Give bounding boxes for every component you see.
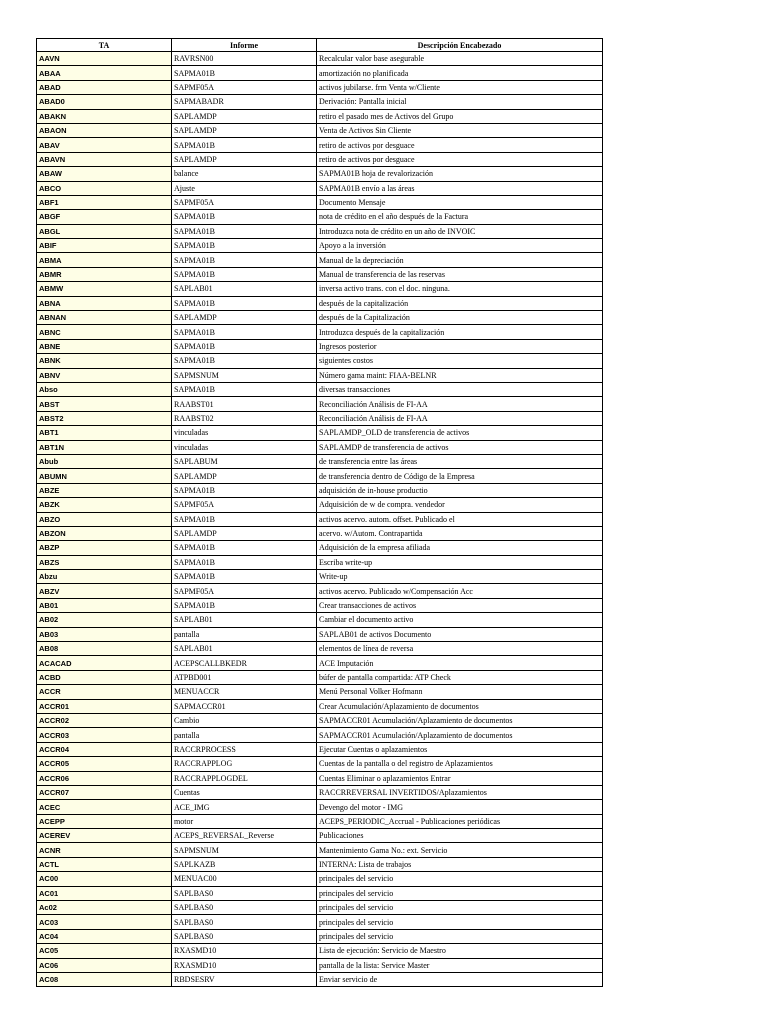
cell-informe: ACEPS_REVERSAL_Reverse bbox=[172, 829, 317, 843]
table-row bbox=[37, 454, 603, 468]
table-row bbox=[37, 167, 603, 181]
cell-ta-code: ABNV bbox=[37, 368, 172, 382]
table-row bbox=[37, 152, 603, 166]
cell-informe: SAPMA01B bbox=[172, 382, 317, 396]
cell-informe: SAPMA01B bbox=[172, 296, 317, 310]
cell-descripcion: retiro de activos por desguace bbox=[317, 152, 603, 166]
table-row bbox=[37, 382, 603, 396]
cell-ta-code: ABUMN bbox=[37, 469, 172, 483]
cell-ta-code: ABCO bbox=[37, 181, 172, 195]
table-row bbox=[37, 239, 603, 253]
cell-descripcion: Documento Mensaje bbox=[317, 195, 603, 209]
cell-descripcion: Reconciliación Análisis de FI-AA bbox=[317, 411, 603, 425]
table-row bbox=[37, 785, 603, 799]
cell-ta-code: ABNA bbox=[37, 296, 172, 310]
table-row bbox=[37, 483, 603, 497]
table-row bbox=[37, 66, 603, 80]
cell-informe: MENUAC00 bbox=[172, 872, 317, 886]
cell-ta-code: AC04 bbox=[37, 929, 172, 943]
cell-descripcion: Enviar servicio de bbox=[317, 973, 603, 987]
cell-ta-code: ABST2 bbox=[37, 411, 172, 425]
cell-descripcion: retiro de activos por desguace bbox=[317, 138, 603, 152]
cell-descripcion: búfer de pantalla compartida: ATP Check bbox=[317, 670, 603, 684]
cell-informe: SAPMA01B bbox=[172, 570, 317, 584]
cell-informe: vinculadas bbox=[172, 426, 317, 440]
cell-descripcion: activos jubilarse. frm Venta w/Cliente bbox=[317, 80, 603, 94]
cell-informe: SAPMA01B bbox=[172, 598, 317, 612]
cell-ta-code: ACEPP bbox=[37, 814, 172, 828]
cell-informe: SAPMACCR01 bbox=[172, 699, 317, 713]
cell-informe: SAPLBAS0 bbox=[172, 915, 317, 929]
table-row bbox=[37, 670, 603, 684]
table-row bbox=[37, 138, 603, 152]
table-row bbox=[37, 713, 603, 727]
table-row bbox=[37, 642, 603, 656]
cell-informe: SAPMA01B bbox=[172, 555, 317, 569]
cell-ta-code: ACBD bbox=[37, 670, 172, 684]
cell-descripcion: Manual de la depreciación bbox=[317, 253, 603, 267]
table-body bbox=[37, 52, 603, 987]
cell-informe: SAPLAMDP bbox=[172, 526, 317, 540]
cell-ta-code: ACNR bbox=[37, 843, 172, 857]
cell-ta-code: ABZK bbox=[37, 498, 172, 512]
table-row bbox=[37, 224, 603, 238]
cell-informe: RAABST01 bbox=[172, 397, 317, 411]
cell-descripcion: acervo. w/Autom. Contrapartida bbox=[317, 526, 603, 540]
cell-descripcion: después de la Capitalización bbox=[317, 311, 603, 325]
cell-ta-code: ABT1N bbox=[37, 440, 172, 454]
cell-ta-code: AB02 bbox=[37, 613, 172, 627]
cell-informe: SAPLAB01 bbox=[172, 613, 317, 627]
cell-ta-code: ABAV bbox=[37, 138, 172, 152]
table-row bbox=[37, 123, 603, 137]
table-row bbox=[37, 800, 603, 814]
cell-informe: pantalla bbox=[172, 728, 317, 742]
table-row bbox=[37, 181, 603, 195]
cell-ta-code: Abzu bbox=[37, 570, 172, 584]
cell-informe: SAPMA01B bbox=[172, 253, 317, 267]
cell-informe: RXASMD10 bbox=[172, 944, 317, 958]
cell-descripcion: nota de crédito en el año después de la Factura bbox=[317, 210, 603, 224]
table-row bbox=[37, 901, 603, 915]
table-row bbox=[37, 814, 603, 828]
table-row bbox=[37, 915, 603, 929]
cell-descripcion: activos acervo. Publicado w/Compensación Acc bbox=[317, 584, 603, 598]
cell-ta-code: ACEC bbox=[37, 800, 172, 814]
cell-ta-code: ABAON bbox=[37, 123, 172, 137]
table-row bbox=[37, 685, 603, 699]
cell-descripcion: después de la capitalización bbox=[317, 296, 603, 310]
cell-informe: SAPLAB01 bbox=[172, 642, 317, 656]
cell-descripcion: pantalla de la lista: Service Master bbox=[317, 958, 603, 972]
cell-ta-code: ABAKN bbox=[37, 109, 172, 123]
cell-descripcion: amortización no planificada bbox=[317, 66, 603, 80]
cell-descripcion: SAPLAMDP_OLD de transferencia de activos bbox=[317, 426, 603, 440]
cell-descripcion: SAPMACCR01 Acumulación/Aplazamiento de documentos bbox=[317, 728, 603, 742]
cell-descripcion: Mantenimiento Gama No.: ext. Servicio bbox=[317, 843, 603, 857]
cell-ta-code: AC05 bbox=[37, 944, 172, 958]
cell-descripcion: INTERNA: Lista de trabajos bbox=[317, 857, 603, 871]
cell-descripcion: Número gama maint: FIAA-BELNR bbox=[317, 368, 603, 382]
cell-descripcion: Manual de transferencia de las reservas bbox=[317, 267, 603, 281]
cell-informe: SAPLBAS0 bbox=[172, 929, 317, 943]
cell-informe: SAPLBAS0 bbox=[172, 886, 317, 900]
table-row bbox=[37, 829, 603, 843]
cell-ta-code: AB01 bbox=[37, 598, 172, 612]
cell-ta-code: ACCR03 bbox=[37, 728, 172, 742]
cell-informe: SAPMA01B bbox=[172, 512, 317, 526]
cell-descripcion: Ingresos posterior bbox=[317, 339, 603, 353]
cell-informe: SAPMF05A bbox=[172, 195, 317, 209]
cell-informe: ACEPSCALLBKEDR bbox=[172, 656, 317, 670]
cell-descripcion: ACEPS_PERIODIC_Accrual - Publicaciones periódicas bbox=[317, 814, 603, 828]
table-row bbox=[37, 598, 603, 612]
table-row bbox=[37, 570, 603, 584]
table-row bbox=[37, 267, 603, 281]
cell-descripcion: Menú Personal Volker Hofmann bbox=[317, 685, 603, 699]
cell-ta-code: ABGL bbox=[37, 224, 172, 238]
cell-ta-code: AC08 bbox=[37, 973, 172, 987]
cell-descripcion: Cuentas de la pantalla o del registro de Aplazamientos bbox=[317, 757, 603, 771]
table-row bbox=[37, 627, 603, 641]
cell-descripcion: SAPLAMDP de transferencia de activos bbox=[317, 440, 603, 454]
cell-informe: balance bbox=[172, 167, 317, 181]
cell-informe: SAPMA01B bbox=[172, 66, 317, 80]
cell-ta-code: ABAVN bbox=[37, 152, 172, 166]
cell-informe: Ajuste bbox=[172, 181, 317, 195]
cell-ta-code: ABNC bbox=[37, 325, 172, 339]
cell-informe: RACCRAPPLOGDEL bbox=[172, 771, 317, 785]
header-ta: TA bbox=[37, 39, 172, 52]
cell-informe: SAPLAMDP bbox=[172, 152, 317, 166]
cell-ta-code: ABAA bbox=[37, 66, 172, 80]
cell-ta-code: AC03 bbox=[37, 915, 172, 929]
cell-descripcion: principales del servicio bbox=[317, 929, 603, 943]
table-row bbox=[37, 742, 603, 756]
cell-ta-code: ACTL bbox=[37, 857, 172, 871]
table-row bbox=[37, 498, 603, 512]
cell-descripcion: Recalcular valor base asegurable bbox=[317, 52, 603, 66]
cell-ta-code: ACCR01 bbox=[37, 699, 172, 713]
cell-ta-code: ABZON bbox=[37, 526, 172, 540]
cell-informe: RXASMD10 bbox=[172, 958, 317, 972]
table-row bbox=[37, 469, 603, 483]
cell-informe: MENUACCR bbox=[172, 685, 317, 699]
cell-informe: Cambio bbox=[172, 713, 317, 727]
cell-descripcion: Introduzca después de la capitalización bbox=[317, 325, 603, 339]
table-row bbox=[37, 440, 603, 454]
cell-informe: SAPLAB01 bbox=[172, 282, 317, 296]
cell-descripcion: inversa activo trans. con el doc. ninguna. bbox=[317, 282, 603, 296]
cell-informe: RAABST02 bbox=[172, 411, 317, 425]
cell-descripcion: activos acervo. autom. offset. Publicado el bbox=[317, 512, 603, 526]
cell-ta-code: AB03 bbox=[37, 627, 172, 641]
cell-informe: SAPMF05A bbox=[172, 584, 317, 598]
cell-informe: RBDSESRV bbox=[172, 973, 317, 987]
cell-informe: SAPMA01B bbox=[172, 325, 317, 339]
cell-informe: RAVRSN00 bbox=[172, 52, 317, 66]
cell-descripcion: RACCRREVERSAL INVERTIDOS/Aplazamientos bbox=[317, 785, 603, 799]
table-row bbox=[37, 325, 603, 339]
table-row bbox=[37, 80, 603, 94]
table-row bbox=[37, 699, 603, 713]
cell-descripcion: SAPMA01B hoja de revalorización bbox=[317, 167, 603, 181]
cell-descripcion: Venta de Activos Sin Cliente bbox=[317, 123, 603, 137]
table-row bbox=[37, 253, 603, 267]
table-row bbox=[37, 958, 603, 972]
table-row bbox=[37, 728, 603, 742]
table-row bbox=[37, 109, 603, 123]
table-header bbox=[37, 39, 603, 52]
cell-descripcion: Crear Acumulación/Aplazamiento de documentos bbox=[317, 699, 603, 713]
table-row bbox=[37, 426, 603, 440]
table-row bbox=[37, 857, 603, 871]
cell-ta-code: ABAD bbox=[37, 80, 172, 94]
cell-informe: RACCRPROCESS bbox=[172, 742, 317, 756]
cell-descripcion: principales del servicio bbox=[317, 915, 603, 929]
table-row bbox=[37, 843, 603, 857]
transaction-table bbox=[36, 38, 603, 987]
cell-ta-code: AAVN bbox=[37, 52, 172, 66]
cell-ta-code: AC01 bbox=[37, 886, 172, 900]
cell-informe: SAPLABUM bbox=[172, 454, 317, 468]
cell-descripcion: Devengo del motor - IMG bbox=[317, 800, 603, 814]
header-row bbox=[37, 39, 603, 52]
cell-informe: SAPMA01B bbox=[172, 138, 317, 152]
cell-ta-code: AC06 bbox=[37, 958, 172, 972]
cell-ta-code: ACCR02 bbox=[37, 713, 172, 727]
cell-ta-code: ABZP bbox=[37, 541, 172, 555]
cell-ta-code: AC00 bbox=[37, 872, 172, 886]
table-row bbox=[37, 541, 603, 555]
cell-ta-code: Abub bbox=[37, 454, 172, 468]
table-row bbox=[37, 296, 603, 310]
cell-informe: SAPLAMDP bbox=[172, 109, 317, 123]
cell-ta-code: ABNE bbox=[37, 339, 172, 353]
cell-informe: motor bbox=[172, 814, 317, 828]
cell-descripcion: principales del servicio bbox=[317, 901, 603, 915]
table-row bbox=[37, 656, 603, 670]
table-row bbox=[37, 757, 603, 771]
table-row bbox=[37, 368, 603, 382]
cell-descripcion: elementos de línea de reversa bbox=[317, 642, 603, 656]
cell-ta-code: ABNAN bbox=[37, 311, 172, 325]
cell-descripcion: Introduzca nota de crédito en un año de INVOIC bbox=[317, 224, 603, 238]
cell-ta-code: Ac02 bbox=[37, 901, 172, 915]
cell-descripcion: Cuentas Eliminar o aplazamientos Entrar bbox=[317, 771, 603, 785]
cell-ta-code: ABST bbox=[37, 397, 172, 411]
table-row bbox=[37, 397, 603, 411]
cell-ta-code: ABMW bbox=[37, 282, 172, 296]
cell-descripcion: Adquisición de w de compra. vendedor bbox=[317, 498, 603, 512]
cell-descripcion: Lista de ejecución: Servicio de Maestro bbox=[317, 944, 603, 958]
cell-ta-code: ABNK bbox=[37, 354, 172, 368]
cell-descripcion: SAPMACCR01 Acumulación/Aplazamiento de documentos bbox=[317, 713, 603, 727]
cell-informe: ACE_IMG bbox=[172, 800, 317, 814]
cell-informe: Cuentas bbox=[172, 785, 317, 799]
cell-ta-code: Abso bbox=[37, 382, 172, 396]
table-row bbox=[37, 311, 603, 325]
cell-descripcion: de transferencia entre las áreas bbox=[317, 454, 603, 468]
cell-informe: SAPMA01B bbox=[172, 541, 317, 555]
header-informe: Informe bbox=[172, 39, 317, 52]
cell-ta-code: ABF1 bbox=[37, 195, 172, 209]
table-row bbox=[37, 282, 603, 296]
table-row bbox=[37, 872, 603, 886]
cell-ta-code: ABZO bbox=[37, 512, 172, 526]
table-row bbox=[37, 411, 603, 425]
table-row bbox=[37, 195, 603, 209]
cell-informe: SAPMSNUM bbox=[172, 368, 317, 382]
cell-ta-code: ABIF bbox=[37, 239, 172, 253]
cell-ta-code: ABZV bbox=[37, 584, 172, 598]
cell-descripcion: Reconciliación Análisis de FI-AA bbox=[317, 397, 603, 411]
table-row bbox=[37, 613, 603, 627]
cell-informe: SAPMA01B bbox=[172, 224, 317, 238]
cell-ta-code: ACACAD bbox=[37, 656, 172, 670]
cell-informe: SAPLAMDP bbox=[172, 311, 317, 325]
cell-informe: SAPMA01B bbox=[172, 483, 317, 497]
cell-informe: SAPMA01B bbox=[172, 210, 317, 224]
cell-descripcion: principales del servicio bbox=[317, 886, 603, 900]
table-row bbox=[37, 584, 603, 598]
cell-descripcion: Apoyo a la inversión bbox=[317, 239, 603, 253]
cell-descripcion: Write-up bbox=[317, 570, 603, 584]
cell-ta-code: ACCR04 bbox=[37, 742, 172, 756]
cell-ta-code: ACCR07 bbox=[37, 785, 172, 799]
cell-informe: SAPMA01B bbox=[172, 354, 317, 368]
cell-descripcion: principales del servicio bbox=[317, 872, 603, 886]
cell-informe: SAPMSNUM bbox=[172, 843, 317, 857]
cell-descripcion: SAPMA01B envío a las áreas bbox=[317, 181, 603, 195]
cell-informe: SAPLAMDP bbox=[172, 123, 317, 137]
table-row bbox=[37, 52, 603, 66]
cell-descripcion: de transferencia dentro de Código de la Empresa bbox=[317, 469, 603, 483]
table-row bbox=[37, 526, 603, 540]
cell-descripcion: Publicaciones bbox=[317, 829, 603, 843]
cell-ta-code: ABAW bbox=[37, 167, 172, 181]
cell-ta-code: ABMR bbox=[37, 267, 172, 281]
cell-informe: SAPLAMDP bbox=[172, 469, 317, 483]
cell-informe: pantalla bbox=[172, 627, 317, 641]
cell-descripcion: Escriba write-up bbox=[317, 555, 603, 569]
cell-descripcion: adquisición de in-house productio bbox=[317, 483, 603, 497]
cell-informe: RACCRAPPLOG bbox=[172, 757, 317, 771]
cell-descripcion: Crear transacciones de activos bbox=[317, 598, 603, 612]
table-row bbox=[37, 929, 603, 943]
cell-descripcion: diversas transacciones bbox=[317, 382, 603, 396]
header-descripcion: Descripción Encabezado bbox=[317, 39, 603, 52]
cell-descripcion: siguientes costos bbox=[317, 354, 603, 368]
cell-ta-code: ACCR05 bbox=[37, 757, 172, 771]
cell-informe: SAPMF05A bbox=[172, 80, 317, 94]
cell-ta-code: ACEREV bbox=[37, 829, 172, 843]
table-row bbox=[37, 886, 603, 900]
cell-ta-code: ACCR06 bbox=[37, 771, 172, 785]
cell-informe: SAPMF05A bbox=[172, 498, 317, 512]
cell-informe: SAPMABADR bbox=[172, 95, 317, 109]
cell-ta-code: ABZE bbox=[37, 483, 172, 497]
cell-descripcion: Derivación: Pantalla inicial bbox=[317, 95, 603, 109]
cell-descripcion: Adquisición de la empresa afiliada bbox=[317, 541, 603, 555]
table-row bbox=[37, 210, 603, 224]
cell-ta-code: ABGF bbox=[37, 210, 172, 224]
cell-descripcion: Ejecutar Cuentas o aplazamientos bbox=[317, 742, 603, 756]
cell-informe: SAPMA01B bbox=[172, 239, 317, 253]
cell-informe: vinculadas bbox=[172, 440, 317, 454]
table-row bbox=[37, 973, 603, 987]
table-row bbox=[37, 354, 603, 368]
table-row bbox=[37, 555, 603, 569]
table-row bbox=[37, 944, 603, 958]
cell-ta-code: ABT1 bbox=[37, 426, 172, 440]
cell-descripcion: ACE Imputación bbox=[317, 656, 603, 670]
table-row bbox=[37, 339, 603, 353]
cell-informe: ATPBD001 bbox=[172, 670, 317, 684]
cell-informe: SAPLBAS0 bbox=[172, 901, 317, 915]
cell-ta-code: ABMA bbox=[37, 253, 172, 267]
cell-informe: SAPMA01B bbox=[172, 267, 317, 281]
cell-ta-code: ABAD0 bbox=[37, 95, 172, 109]
cell-descripcion: SAPLAB01 de activos Documento bbox=[317, 627, 603, 641]
cell-informe: SAPMA01B bbox=[172, 339, 317, 353]
table-row bbox=[37, 95, 603, 109]
cell-ta-code: ABZS bbox=[37, 555, 172, 569]
cell-informe: SAPLKAZB bbox=[172, 857, 317, 871]
table-row bbox=[37, 771, 603, 785]
cell-descripcion: Cambiar el documento activo bbox=[317, 613, 603, 627]
cell-ta-code: AB08 bbox=[37, 642, 172, 656]
table-row bbox=[37, 512, 603, 526]
cell-descripcion: retiro el pasado mes de Activos del Grupo bbox=[317, 109, 603, 123]
cell-ta-code: ACCR bbox=[37, 685, 172, 699]
